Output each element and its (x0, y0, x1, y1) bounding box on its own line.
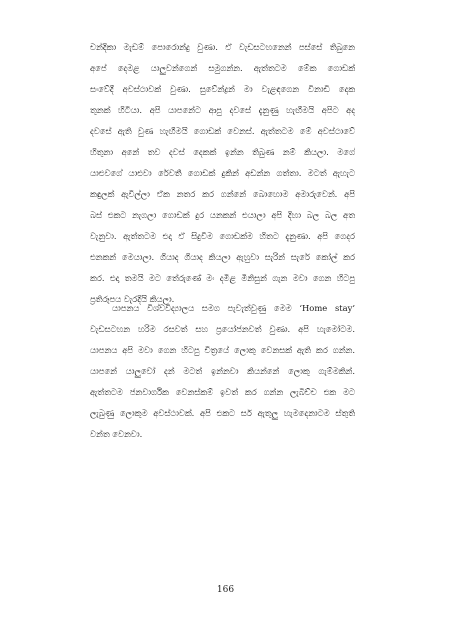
text-line: දවසේ ඇති වුණ හැඟීමයි ගොඩක් වෙනස්. ඇත්තටම මේ අවස්ථාවේ (90, 126, 355, 136)
text-line: එනකන් මෙයාලා. ගියාද ගියාද කියලා ඇහුවා සැරින් සැරේ කෝල් කර (90, 252, 355, 262)
text-line: ඇත්තටම ජනවාර්ගික වෙනස්කම් ඉවත් කර ගන්න ලැබිච්ච එක මට (90, 387, 355, 397)
text-line: සංවේදී අවස්ථාවක් වුණා. සුවේන්ද්‍රන් මා වැළඳගෙන විනාඩි දෙක (90, 84, 355, 94)
paragraph-1 (90, 37, 355, 310)
page-number: 166 (216, 585, 235, 595)
text-line: අපේ දෙමළ යාලුවන්ගෙන් සමුගන්න. ඇත්තටම මේක ගොඩක් (90, 63, 355, 73)
text-line: වැඩසටහන හරිම රසවත් සහ ප්‍රයෝජනවත් වුණා. අපි හැමෝටම. (90, 324, 355, 334)
text-line: බස් එකට නැගලා ගොඩක් දුර යනකන් එයාලා අපි දිහා බල බල අත (90, 210, 355, 220)
text-line: යාපනය විශ්වවිද්‍යාලය සමග පැවැත්වුණු මෙම ‘Home stay’ (112, 303, 355, 313)
text-line: යාපනේ යාලුවෝ දන් මටත් ඉන්නවා කියන්නේ ලොකු ගැම්මකින්. (90, 366, 355, 376)
text-line: ලැබුණු ලොකුම අවස්ථාවක්. අපි එකට සර් ඇතුලු හැමදෙනාටම ස්තුති (90, 408, 355, 418)
text-line: යාළුවගේ යාළුවා රේවතී ගොඩක් දුකින් අඩන්න ගත්තා. මටත් ඇහැට (90, 168, 355, 178)
text-line: හිතුනා අනේ තව දවස් දෙකක් ඉන්න තිබුණ නම් කියලා. මගේ (90, 147, 355, 157)
text-line: තුනක් හිටියා. අපි යාපනේට ආපු දවසේ දැනුණු හැඟීමයි අපිට අද (90, 105, 355, 115)
paragraph-2 (90, 298, 355, 445)
text-line: වැනුවා. ඇත්තටම එදා ඒ සිදුවීම ගොඩක්ම හිතට දැනුණා. අපි ගෙදර (90, 231, 355, 241)
text-line: යාපනය අපි මවා ගෙන හිටපු චිත්‍රයේ ලොකු වෙනසක් ඇති කර ගන්න. (90, 345, 355, 355)
text-line: ප්‍රතිරූපය වැරදියි කියලා. (90, 294, 175, 304)
text-line: චන්දිකා මැඩම් පොරොන්දු වුණා. ඒ වැඩසටහනෙන් පස්සේ තිබුනෙ (90, 42, 355, 52)
text-line: කර. එදා තමයි මට තේරුණේ මං දමිළ මිනිසුන් ගැන මවා ගෙන හිටපු (90, 273, 355, 283)
text-line: කඳුලක් ඇවිල්ලා ඒක නතර කර ගන්නේ බොහොම අමාරුවෙන්. අපි (90, 189, 355, 199)
text-line: වන්ත වෙනවා. (90, 429, 143, 439)
